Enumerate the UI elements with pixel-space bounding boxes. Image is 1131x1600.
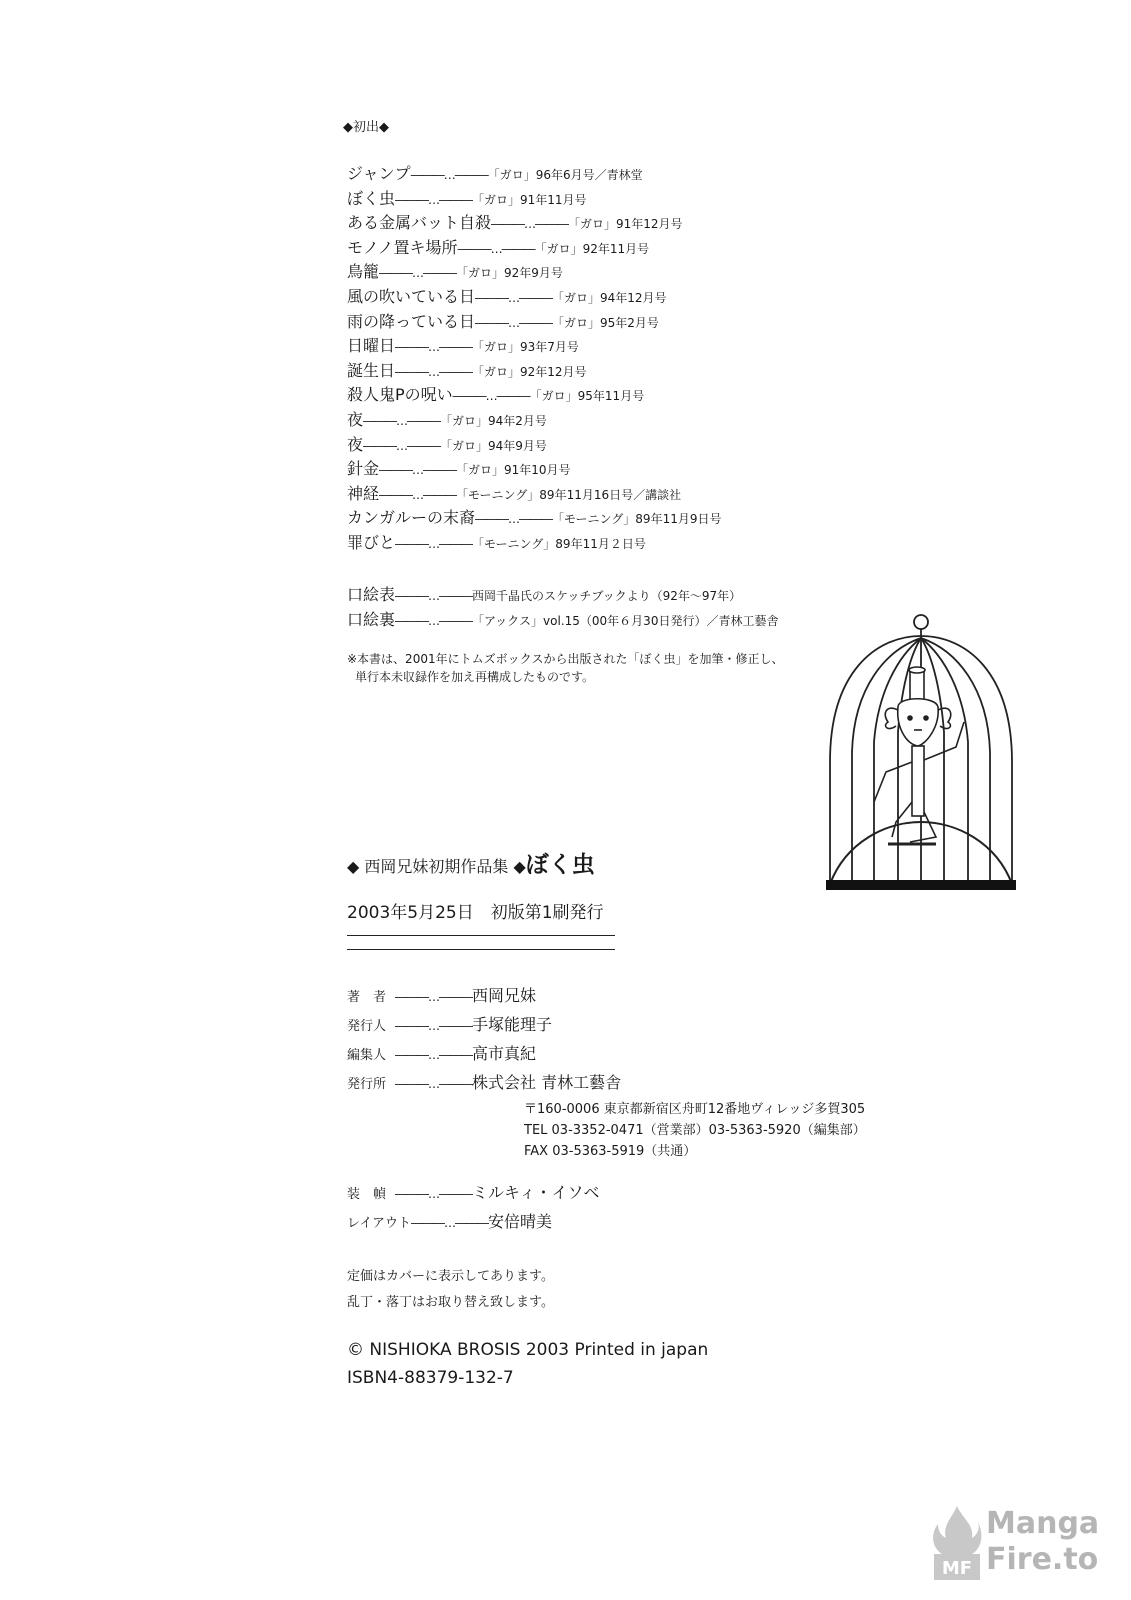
replacement-notice: 乱丁・落丁はお取り替え致します。 [347, 1295, 554, 1310]
credit-row: 装 幀 ―――…―――ミルキィ・イソベ [347, 1183, 600, 1202]
list-item: 針金―――…―――「ガロ」91年10月号 [347, 459, 571, 479]
credit-row: 発行所 ―――…―――株式会社 青林工藝舎 [347, 1073, 622, 1092]
rule-top [347, 935, 615, 936]
list-item: 口絵表―――…―――西岡千晶氏のスケッチブックより（92年～97年） [347, 585, 742, 604]
copyright-block [347, 1336, 708, 1392]
postal-address: 〒160-0006 東京都新宿区舟町12番地ヴィレッジ多賀305 [524, 1102, 866, 1117]
watermark-line2: Fire.to [986, 1542, 1099, 1577]
list-item: 雨の降っている日―――…―――「ガロ」95年2月号 [347, 311, 659, 331]
list-item: 日曜日―――…―――「ガロ」93年7月号 [347, 336, 579, 356]
list-item: ぼく虫―――…―――「ガロ」91年11月号 [347, 188, 587, 208]
list-item: 神経―――…―――「モーニング」89年11月16日号／講談社 [347, 483, 682, 503]
rule-bottom [347, 949, 615, 950]
credit-row: 編集人 ―――…―――高市真紀 [347, 1044, 537, 1063]
list-item: ある金属バット自殺―――…―――「ガロ」91年12月号 [347, 213, 683, 233]
flame-logo-icon [932, 1504, 982, 1584]
cage-ring [914, 615, 928, 629]
design-credits [347, 1178, 600, 1236]
cage-base [826, 880, 1016, 890]
list-item: モノノ置キ場所―――…―――「ガロ」92年11月号 [347, 237, 650, 257]
first-appearance-heading: ◆初出◆ [343, 120, 389, 135]
isbn: ISBN4-88379-132-7 [347, 1368, 514, 1388]
credit-row: 著 者 ―――…―――西岡兄妹 [347, 986, 537, 1005]
list-item: 夜―――…―――「ガロ」94年2月号 [347, 409, 547, 429]
edition-note [347, 650, 783, 686]
note-line: 単行本未収録作を加え再構成したものです。 [355, 670, 595, 684]
list-item: 鳥籠―――…―――「ガロ」92年9月号 [347, 262, 563, 282]
list-item: 殺人鬼Pの呪い―――…―――「ガロ」95年11月号 [347, 385, 645, 405]
note-line: ※本書は、2001年にトムズボックスから出版された「ぼく虫」を加筆・修正し、 [347, 652, 784, 666]
birdcage-illustration [826, 612, 1016, 912]
list-item: 夜―――…―――「ガロ」94年9月号 [347, 434, 547, 454]
credit-row: 発行人 ―――…―――手塚能理子 [347, 1015, 553, 1034]
first-appearance-list [347, 162, 721, 556]
series-name: ◆ 西岡兄妹初期作品集 ◆ [347, 857, 526, 876]
credit-row: レイアウト―――…―――安倍晴美 [347, 1212, 552, 1231]
watermark-line1: Manga [986, 1506, 1100, 1541]
copyright: © NISHIOKA BROSIS 2003 Printed in japan [347, 1340, 709, 1360]
series-title [347, 846, 595, 879]
list-item: 風の吹いている日―――…―――「ガロ」94年12月号 [347, 286, 667, 306]
figure [874, 667, 964, 844]
telephone: TEL 03-3352-0471（営業部）03-5363-5920（編集部） [524, 1123, 866, 1138]
fax: FAX 03-5363-5919（共通） [524, 1144, 697, 1159]
notices [347, 1264, 554, 1316]
publisher-address [524, 1099, 866, 1162]
book-title: ぼく虫 [525, 852, 595, 878]
list-item: カンガルーの末裔―――…―――「モーニング」89年11月9日号 [347, 508, 722, 528]
publication-date: 2003年5月25日 初版第1刷発行 [347, 903, 604, 923]
price-notice: 定価はカバーに表示してあります。 [347, 1269, 554, 1284]
staff-credits [347, 981, 621, 1097]
list-item: 誕生日―――…―――「ガロ」92年12月号 [347, 360, 587, 380]
watermark [932, 1504, 1112, 1584]
list-item: 口絵裏―――…―――「アックス」vol.15（00年６月30日発行）／青林工藝舎 [347, 609, 779, 629]
frontispiece-list [347, 583, 778, 632]
list-item: ジャンプ―――…―――「ガロ」96年6月号／青林堂 [347, 164, 643, 183]
list-item: 罪びと―――…―――「モーニング」89年11月２日号 [347, 532, 646, 552]
svg-text:MF: MF [941, 1558, 973, 1579]
